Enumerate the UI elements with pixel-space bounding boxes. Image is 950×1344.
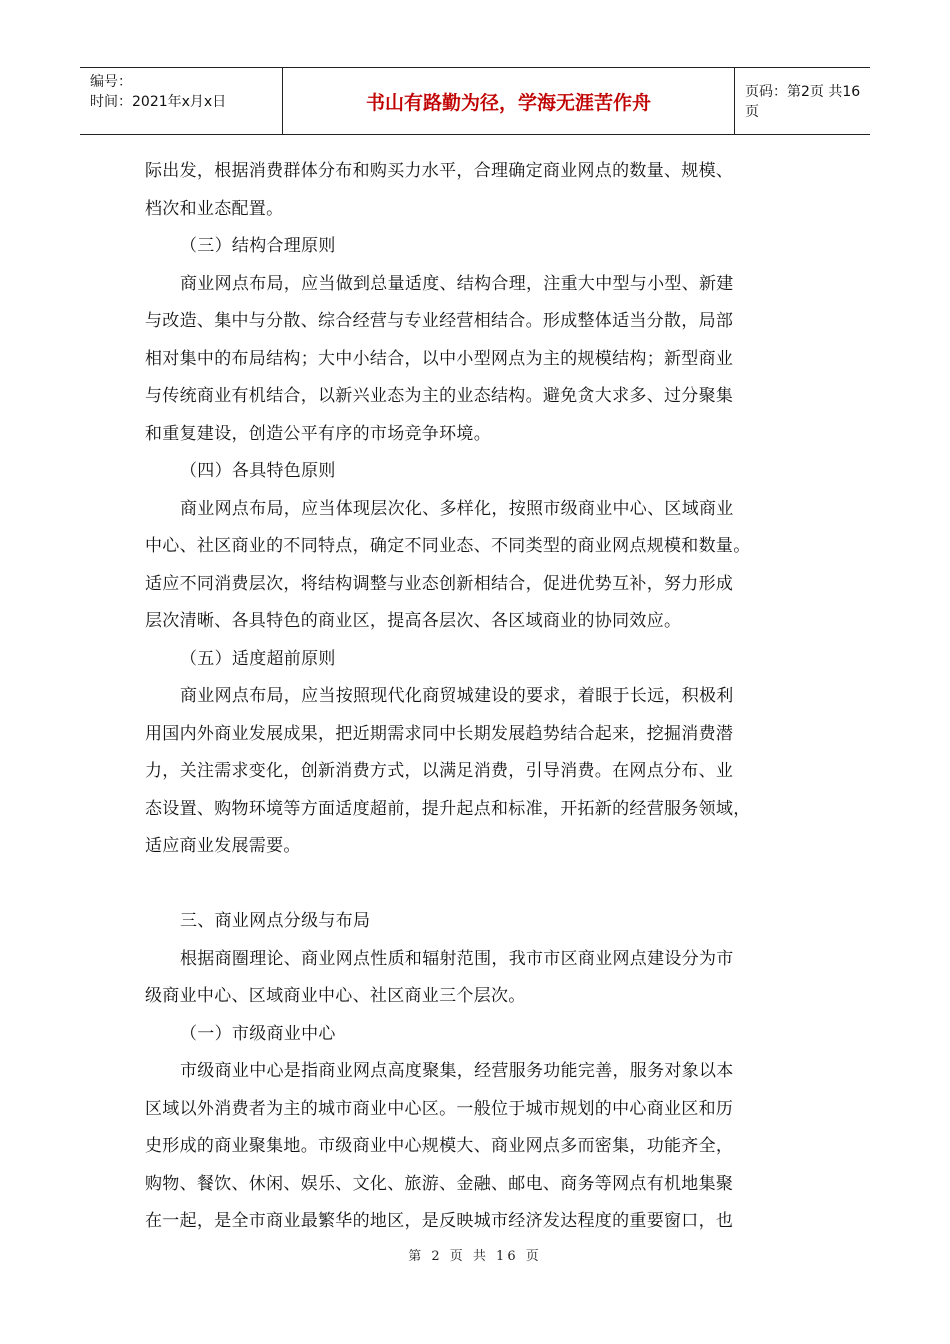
body-line: 商业网点布局，应当做到总量适度、结构合理，注重大中型与小型、新建	[180, 273, 734, 294]
header-meta	[80, 68, 283, 134]
body-line: 级商业中心、区域商业中心、社区商业三个层次。	[145, 986, 526, 1006]
body-line: 商业网点布局，应当体现层次化、多样化，按照市级商业中心、区域商业	[180, 498, 734, 519]
section-heading: （一）市级商业中心	[180, 1023, 336, 1044]
blank-line	[145, 866, 805, 904]
body-line: 根据商圈理论、商业网点性质和辐射范围，我市市区商业网点建设分为市	[180, 948, 734, 969]
section-heading: （三）结构合理原则	[180, 236, 336, 256]
page-footer: 第 2 页 共 16 页	[408, 1249, 542, 1264]
body-line: 史形成的商业聚集地。市级商业中心规模大、商业网点多而密集，功能齐全，	[145, 1136, 734, 1156]
body-line: 档次和业态配置。	[145, 198, 284, 219]
body-line: 市级商业中心是指商业网点高度聚集，经营服务功能完善，服务对象以本	[180, 1061, 734, 1081]
body-line: 区域以外消费者为主的城市商业中心区。一般位于城市规划的中心商业区和历	[145, 1098, 734, 1119]
body-line: 际出发，根据消费群体分布和购买力水平，合理确定商业网点的数量、规模、	[145, 161, 734, 181]
body-line: 和重复建设，创造公平有序的市场竞争环境。	[145, 423, 491, 444]
body-line: 态设置、购物环境等方面适度超前，提升起点和标准，开拓新的经营服务领域，	[145, 798, 751, 819]
body-line: 相对集中的布局结构；大中小结合，以中小型网点为主的规模结构；新型商业	[145, 348, 734, 369]
chapter-heading: 三、商业网点分级与布局	[180, 911, 371, 931]
body-line: 适应不同消费层次，将结构调整与业态创新相结合，促进优势互补，努力形成	[145, 573, 734, 594]
document-body	[145, 153, 805, 1241]
body-line: 商业网点布局，应当按照现代化商贸城建设的要求，着眼于长远，积极利	[180, 686, 734, 706]
body-line: 用国内外商业发展成果，把近期需求同中长期发展趋势结合起来，挖掘消费潜	[145, 723, 734, 744]
page-header	[80, 67, 870, 135]
body-line: 力，关注需求变化，创新消费方式，以满足消费，引导消费。在网点分布、业	[145, 761, 734, 781]
header-motto: 书山有路勤为径，学海无涯苦作舟	[283, 68, 735, 134]
body-line: 与传统商业有机结合，以新兴业态为主的业态结构。避免贪大求多、过分聚集	[145, 386, 734, 406]
body-line: 购物、餐饮、休闲、娱乐、文化、旅游、金融、邮电、商务等网点有机地集聚	[145, 1173, 734, 1194]
body-line: 中心、社区商业的不同特点，确定不同业态、不同类型的商业网点规模和数量。	[145, 536, 751, 556]
document-date: 时间：2021年x月x日	[90, 94, 227, 110]
section-heading: （四）各具特色原则	[180, 461, 336, 481]
body-line: 层次清晰、各具特色的商业区，提高各层次、各区域商业的协同效应。	[145, 611, 682, 631]
body-line: 在一起，是全市商业最繁华的地区，是反映城市经济发达程度的重要窗口，也	[145, 1211, 734, 1231]
document-number: 编号：	[90, 74, 132, 90]
body-line: 与改造、集中与分散、综合经营与专业经营相结合。形成整体适当分散，局部	[145, 311, 734, 331]
header-page-info: 页码：第2页 共16页	[745, 84, 861, 120]
section-heading: （五）适度超前原则	[180, 648, 336, 669]
body-line: 适应商业发展需要。	[145, 836, 301, 856]
